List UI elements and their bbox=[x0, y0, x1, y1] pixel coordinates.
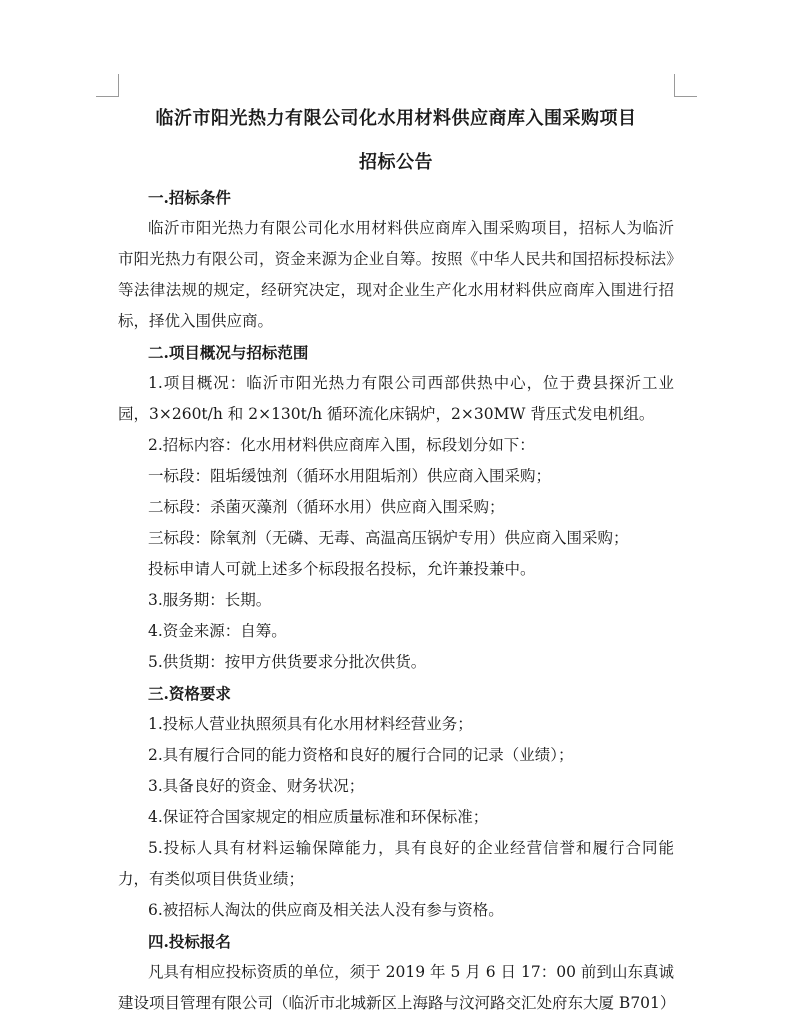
section-2-lot-2: 二标段：杀菌灭藻剂（循环水用）供应商入围采购； bbox=[148, 498, 505, 516]
section-heading-3: 三.资格要求 bbox=[148, 684, 231, 703]
section-2-note: 投标申请人可就上述多个标段报名投标，允许兼投兼中。 bbox=[148, 560, 536, 578]
section-2-item-2: 2.招标内容：化水用材料供应商库入围，标段划分如下： bbox=[148, 436, 535, 454]
section-3-item-3: 3.具备良好的资金、财务状况； bbox=[148, 777, 365, 795]
document-subtitle: 招标公告 bbox=[359, 152, 433, 173]
section-4-paragraph: 凡具有相应投标资质的单位，须于 2019 年 5 月 6 日 17：00 前到山东真诚建设项目管理有限公司（临沂市北城新区上海路与汶河路交汇处府东大厦 B701） bbox=[118, 963, 676, 1012]
section-2-item-4: 4.资金来源：自筹。 bbox=[148, 622, 287, 640]
section-heading-4: 四.投标报名 bbox=[148, 932, 231, 951]
section-2-item-3: 3.服务期：长期。 bbox=[148, 591, 272, 609]
section-2-item-5: 5.供货期：按甲方供货要求分批次供货。 bbox=[148, 653, 427, 671]
section-3-item-4: 4.保证符合国家规定的相应质量标准和环保标准； bbox=[148, 808, 489, 826]
section-2-item-1: 1.项目概况：临沂市阳光热力有限公司西部供热中心，位于费县探沂工业园，3×260t/h 和 2×130t/h 循环流化床锅炉，2×30MW 背压式发电机组。 bbox=[118, 374, 674, 423]
section-3-item-6: 6.被招标人淘汰的供应商及相关法人没有参与资格。 bbox=[148, 901, 504, 919]
document-body bbox=[118, 100, 674, 1019]
document-title: 临沂市阳光热力有限公司化水用材料供应商库入围采购项目 bbox=[155, 108, 637, 129]
section-heading-2: 二.项目概况与招标范围 bbox=[148, 343, 309, 362]
margin-mark-top-left bbox=[96, 74, 119, 97]
section-heading-1: 一.招标条件 bbox=[148, 188, 231, 207]
section-3-item-1: 1.投标人营业执照须具有化水用材料经营业务； bbox=[148, 715, 473, 733]
margin-mark-top-right bbox=[674, 74, 697, 97]
section-2-lot-3: 三标段：除氧剂（无磷、无毒、高温高压锅炉专用）供应商入围采购； bbox=[148, 529, 629, 547]
section-1-paragraph: 临沂市阳光热力有限公司化水用材料供应商库入围采购项目，招标人为临沂市阳光热力有限公司，资金来源为企业自筹。按照《中华人民共和国招标投标法》等法律法规的规定，经研究决定，现对企业生产化水用材料供应商库入围进行招标，择优入围供应商。 bbox=[118, 219, 674, 330]
section-2-lot-1: 一标段：阻垢缓蚀剂（循环水用阻垢剂）供应商入围采购； bbox=[148, 467, 552, 485]
section-3-item-5: 5.投标人具有材料运输保障能力，具有良好的企业经营信誉和履行合同能力，有类似项目供货业绩； bbox=[118, 839, 674, 888]
section-3-item-2: 2.具有履行合同的能力资格和良好的履行合同的记录（业绩）； bbox=[148, 746, 574, 764]
